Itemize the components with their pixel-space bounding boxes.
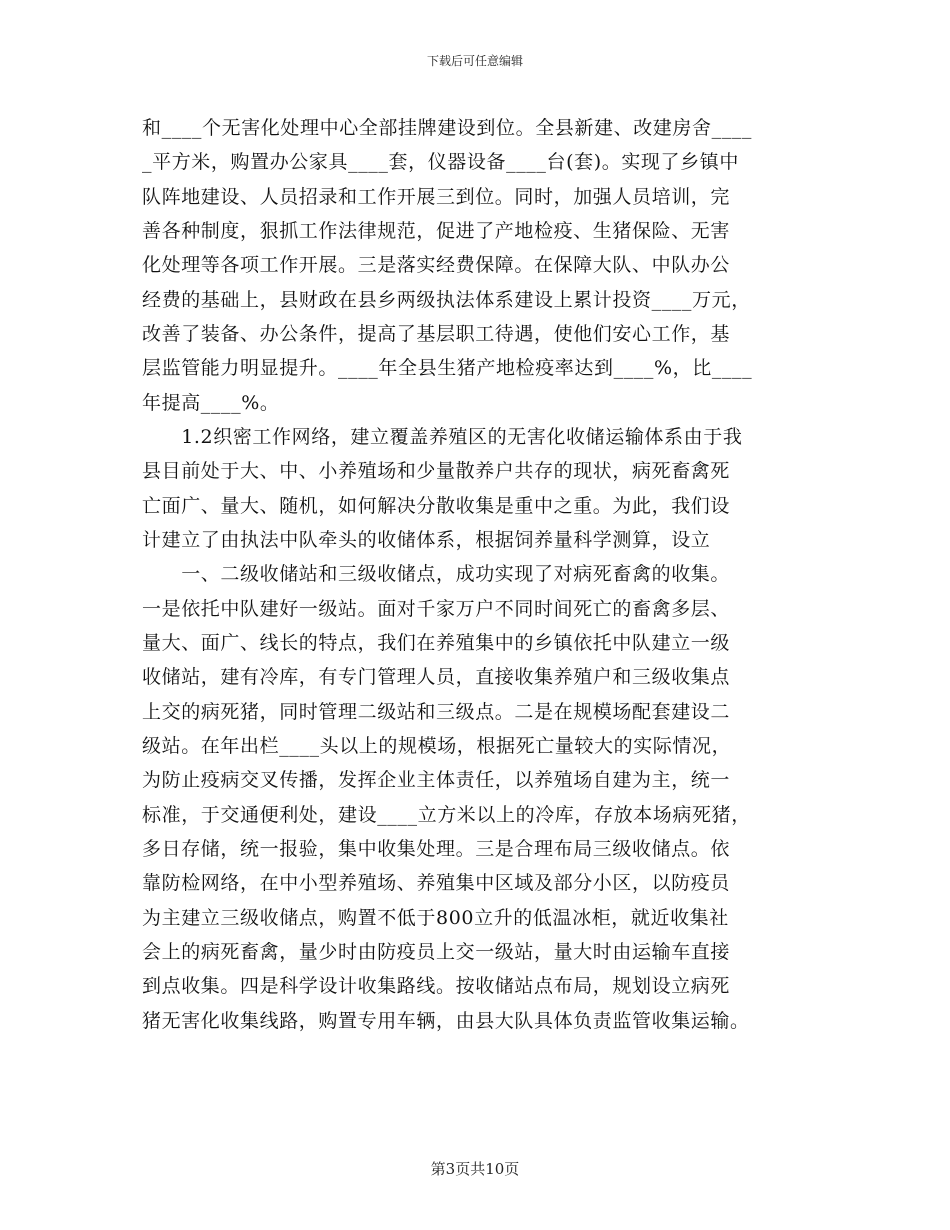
body-line: 队阵地建设、人员招录和工作开展三到位。同时，加强人员培训，完 (142, 186, 731, 208)
body-line: 一、二级收储站和三级收储点，成功实现了对病死畜禽的收集。 (142, 563, 731, 585)
page-header: 下载后可任意编辑 (426, 54, 523, 68)
body-line: 改善了装备、办公条件，提高了基层职工待遇，使他们安心工作，基 (142, 323, 731, 345)
body-line: 县目前处于大、中、小养殖场和少量散养户共存的现状，病死畜禽死 (142, 460, 731, 482)
body-line: 计建立了由执法中队牵头的收储体系，根据饲养量科学测算，设立 (142, 529, 711, 551)
body-line: 量大、面广、线长的特点，我们在养殖集中的乡镇依托中队建立一级 (142, 632, 731, 654)
body-line: 化处理等各项工作开展。三是落实经费保障。在保障大队、中队办公 (142, 254, 731, 276)
body-line: 善各种制度，狠抓工作法律规范，促进了产地检疫、生猪保险、无害 (142, 220, 731, 242)
body-line: 多日存储，统一报验，集中收集处理。三是合理布局三级收储点。依 (142, 838, 731, 860)
body-line: 到点收集。四是科学设计收集路线。按收储站点布局，规划设立病死 (142, 975, 731, 997)
body-line: 亡面广、量大、随机，如何解决分散收集是重中之重。为此，我们设 (142, 495, 731, 517)
body-line: 标准，于交通便利处，建设____立方米以上的冷库，存放本场病死猪， (142, 804, 751, 826)
page-footer: 第3页共10页 (430, 1160, 520, 1178)
body-line: 猪无害化收集线路，购置专用车辆，由县大队具体负责监管收集运输。 (142, 1010, 750, 1032)
body-line: 为主建立三级收储点，购置不低于800立升的低温冰柜，就近收集社 (142, 907, 729, 929)
body-line: 一是依托中队建好一级站。面对千家万户不同时间死亡的畜禽多层、 (142, 598, 731, 620)
body-line: 靠防检网络，在中小型养殖场、养殖集中区域及部分小区，以防疫员 (142, 872, 731, 894)
body-line: 1.2织密工作网络，建立覆盖养殖区的无害化收储运输体系由于我 (142, 426, 743, 448)
body-line: 级站。在年出栏____头以上的规模场，根据死亡量较大的实际情况， (142, 735, 732, 757)
body-line: 层监管能力明显提升。____年全县生猪产地检疫率达到____%，比____ (142, 357, 753, 379)
body-line: 为防止疫病交叉传播，发挥企业主体责任，以养殖场自建为主，统一 (142, 769, 731, 791)
body-line: 经费的基础上，县财政在县乡两级执法体系建设上累计投资____万元， (142, 289, 751, 311)
body-line: 上交的病死猪，同时管理二级站和三级点。二是在规模场配套建设二 (142, 701, 731, 723)
body-line: _平方米，购置办公家具____套，仪器设备____台(套)。实现了乡镇中 (142, 151, 739, 173)
body-line: 会上的病死畜禽，量少时由防疫员上交一级站，量大时由运输车直接 (142, 941, 731, 963)
body-line: 和____个无害化处理中心全部挂牌建设到位。全县新建、改建房舍____ (142, 117, 753, 139)
body-line: 收储站，建有冷库，有专门管理人员，直接收集养殖户和三级收集点 (142, 666, 731, 688)
body-line: 年提高____%。 (142, 392, 280, 414)
